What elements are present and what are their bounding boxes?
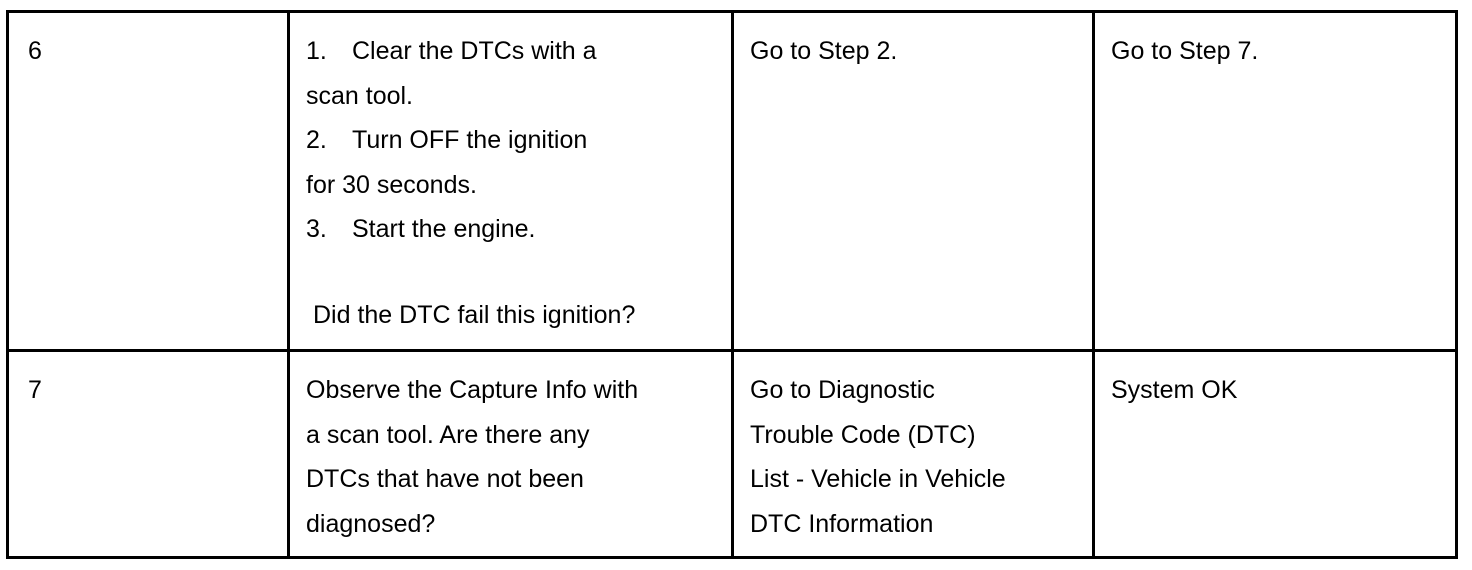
yes-result-text: Go to Step 2. bbox=[750, 37, 898, 65]
no-result-text: Go to Step 7. bbox=[1111, 37, 1259, 65]
action-item-continuation: for 30 seconds. bbox=[306, 170, 477, 199]
yes-result-content bbox=[734, 368, 1092, 546]
yes-result-line: Go to Diagnostic bbox=[750, 376, 935, 404]
action-line: Observe the Capture Info with bbox=[306, 376, 639, 404]
action-item bbox=[306, 118, 723, 163]
step-number-cell bbox=[8, 12, 289, 351]
action-item-number: 1. bbox=[306, 37, 327, 65]
yes-result-line: Trouble Code (DTC) bbox=[750, 420, 976, 449]
action-item bbox=[306, 29, 723, 74]
action-cell bbox=[289, 351, 733, 558]
yes-result-line: List - Vehicle in Vehicle bbox=[750, 465, 1006, 493]
table-row-step-7 bbox=[8, 351, 1457, 558]
action-content bbox=[290, 29, 731, 337]
action-item bbox=[306, 207, 723, 252]
yes-result-cell bbox=[733, 351, 1094, 558]
action-item-text: Start the engine. bbox=[352, 215, 536, 243]
action-item-continuation: scan tool. bbox=[306, 81, 414, 110]
action-item-number: 2. bbox=[306, 126, 327, 154]
action-cell bbox=[289, 12, 733, 351]
action-question: Did the DTC fail this ignition? bbox=[313, 300, 636, 329]
no-result-cell bbox=[1094, 351, 1457, 558]
step-number-cell bbox=[8, 351, 289, 558]
action-item-text: Clear the DTCs with a bbox=[352, 37, 597, 65]
action-line: diagnosed? bbox=[306, 509, 436, 538]
no-result-cell bbox=[1094, 12, 1457, 351]
action-item-text: Turn OFF the ignition bbox=[352, 126, 588, 154]
action-line: a scan tool. Are there any bbox=[306, 420, 590, 449]
step-number: 7 bbox=[28, 376, 42, 404]
table-row-step-6 bbox=[8, 12, 1457, 351]
action-item-number: 3. bbox=[306, 215, 327, 243]
action-content bbox=[290, 368, 731, 546]
no-result-text: System OK bbox=[1111, 376, 1238, 404]
yes-result-line: DTC Information bbox=[750, 509, 934, 538]
yes-result-cell bbox=[733, 12, 1094, 351]
step-number: 6 bbox=[28, 37, 42, 65]
diagnostic-step-table bbox=[6, 10, 1458, 559]
action-line: DTCs that have not been bbox=[306, 465, 584, 493]
